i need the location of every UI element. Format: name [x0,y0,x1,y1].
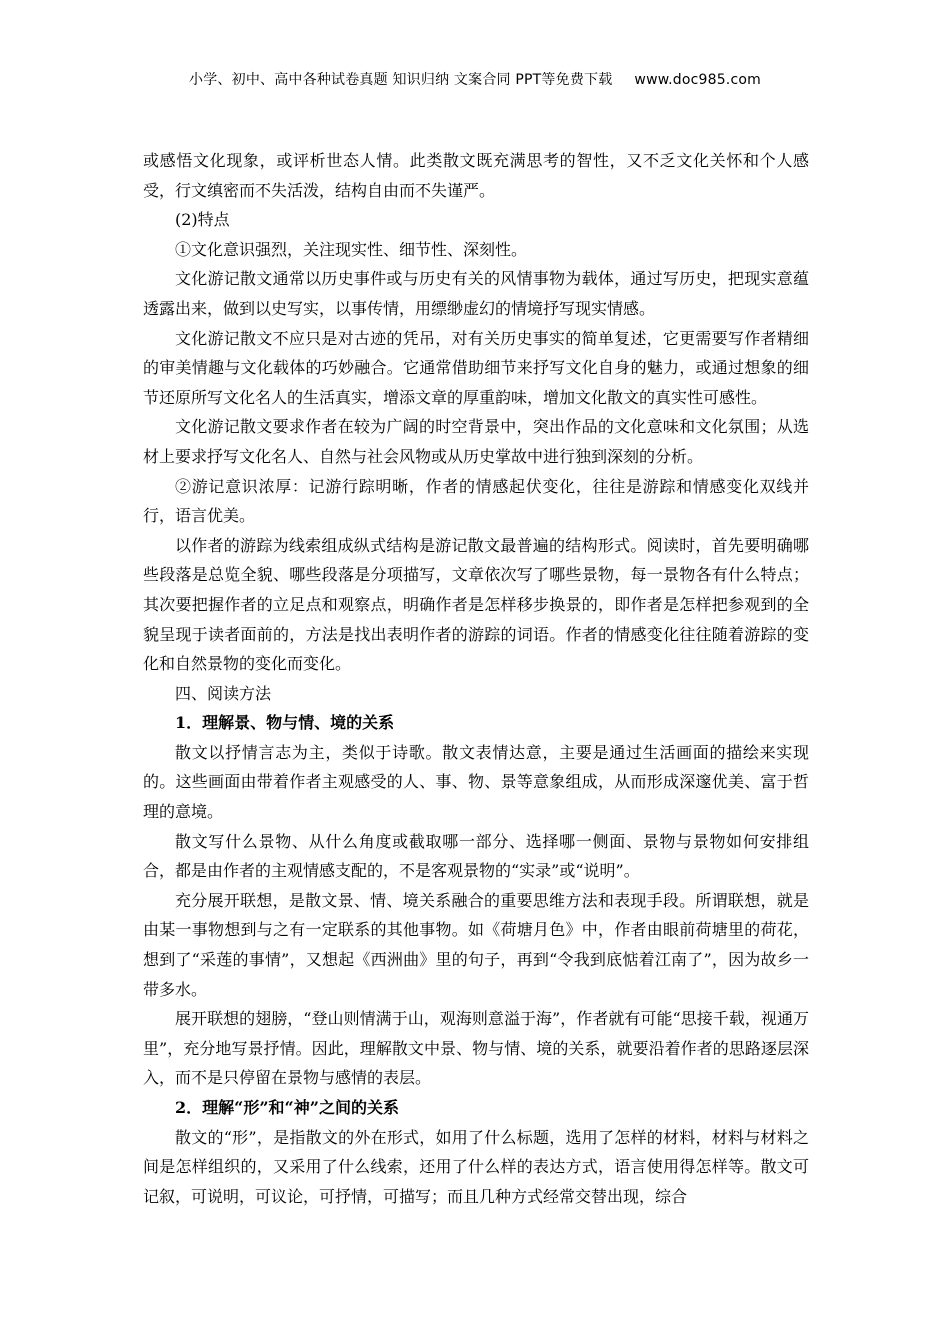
paragraph: 文化游记散文要求作者在较为广阔的时空背景中，突出作品的文化意味和文化氛围；从选材上要求抒写文化名人、自然与社会风物或从历史掌故中进行独到深刻的分析。 [143,417,809,466]
subheading-features: (2)特点 [175,210,230,230]
paragraph: 散文以抒情言志为主，类似于诗歌。散文表情达意，主要是通过生活画面的描绘来实现的。这些画面由带着作者主观感受的人、事、物、景等意象组成，从而形成深邃优美、富于哲理的意境。 [143,742,809,822]
paragraph: 充分展开联想，是散文景、情、境关系融合的重要思维方法和表现手段。所谓联想，就是由某一事物想到与之有一定联系的其他事物。如《荷塘月色》中，作者由眼前荷塘里的荷花，想到了“采莲的事情”，又想起《西洲曲》里的句子，再到“令我到底惦着江南了”，因为故乡一带多水。 [143,890,809,999]
paragraph: 以作者的游踪为线索组成纵式结构是游记散文最普遍的结构形式。阅读时，首先要明确哪些段落是总览全貌、哪些段落是分项描写，文章依次写了哪些景物，每一景物各有什么特点；其次要把握作者的立足点和观察点，明确作者是怎样移步换景的，即作者是怎样把参观到的全貌呈现于读者面前的，方法是找出表明作者的游踪的词语。作者的情感变化往往随着游踪的变化和自然景物的变化而变化。 [143,535,809,674]
paragraph-continuation: 或感悟文化现象，或评析世态人情。此类散文既充满思考的智性，又不乏文化关怀和个人感受，行文缜密而不失活泼，结构自由而不失谨严。 [143,151,809,200]
paragraph: 文化游记散文通常以历史事件或与历史有关的风情事物为载体，通过写历史，把现实意蕴透露出来，做到以史写实，以事传情，用缥缈虚幻的情境抒写现实情感。 [143,269,809,318]
header-site-link[interactable]: www.doc985.com [634,72,761,88]
feature-2-heading: ②游记意识浓厚：记游行踪明晰，作者的情感起伏变化，往往是游踪和情感变化双线并行，语言优美。 [143,476,809,526]
document-body [143,146,809,1211]
section-heading-reading-methods: 四、阅读方法 [175,683,272,703]
paragraph: 展开联想的翅膀，“登山则情满于山，观海则意溢于海”，作者就有可能“思接千载，视通万里”，充分地写景抒情。因此，理解散文中景、物与情、境的关系，就要沿着作者的思路逐层深入，而不是只停留在景物与感情的表层。 [143,1009,809,1088]
feature-1-heading: ①文化意识强烈，关注现实性、细节性、深刻性。 [175,239,528,259]
paragraph: 文化游记散文不应只是对古迹的凭吊，对有关历史事实的简单复述，它更需要写作者精细的审美情趣与文化载体的巧妙融合。它通常借助细节来抒写文化自身的魅力，或通过想象的细节还原所写文化名人的生活真实，增添文章的厚重韵味，增加文化散文的真实性可感性。 [143,328,809,407]
page-header [0,70,950,90]
paragraph: 散文的“形”，是指散文的外在形式，如用了什么标题，选用了怎样的材料，材料与材料之间是怎样组织的，又采用了什么线索，还用了什么样的表达方式，语言使用得怎样等。散文可记叙，可说明，可议论，可抒情，可描写；而且几种方式经常交替出现，综合 [143,1127,809,1206]
header-text: 小学、初中、高中各种试卷真题 知识归纳 文案合同 PPT等免费下载 [189,72,613,88]
method-2-heading: 2．理解“形”和“神”之间的关系 [175,1098,399,1117]
method-1-heading: 1．理解景、物与情、境的关系 [175,713,395,733]
paragraph: 散文写什么景物、从什么角度或截取哪一部分、选择哪一侧面、景物与景物如何安排组合，都是由作者的主观情感支配的，不是客观景物的“实录”或“说明”。 [143,831,809,881]
